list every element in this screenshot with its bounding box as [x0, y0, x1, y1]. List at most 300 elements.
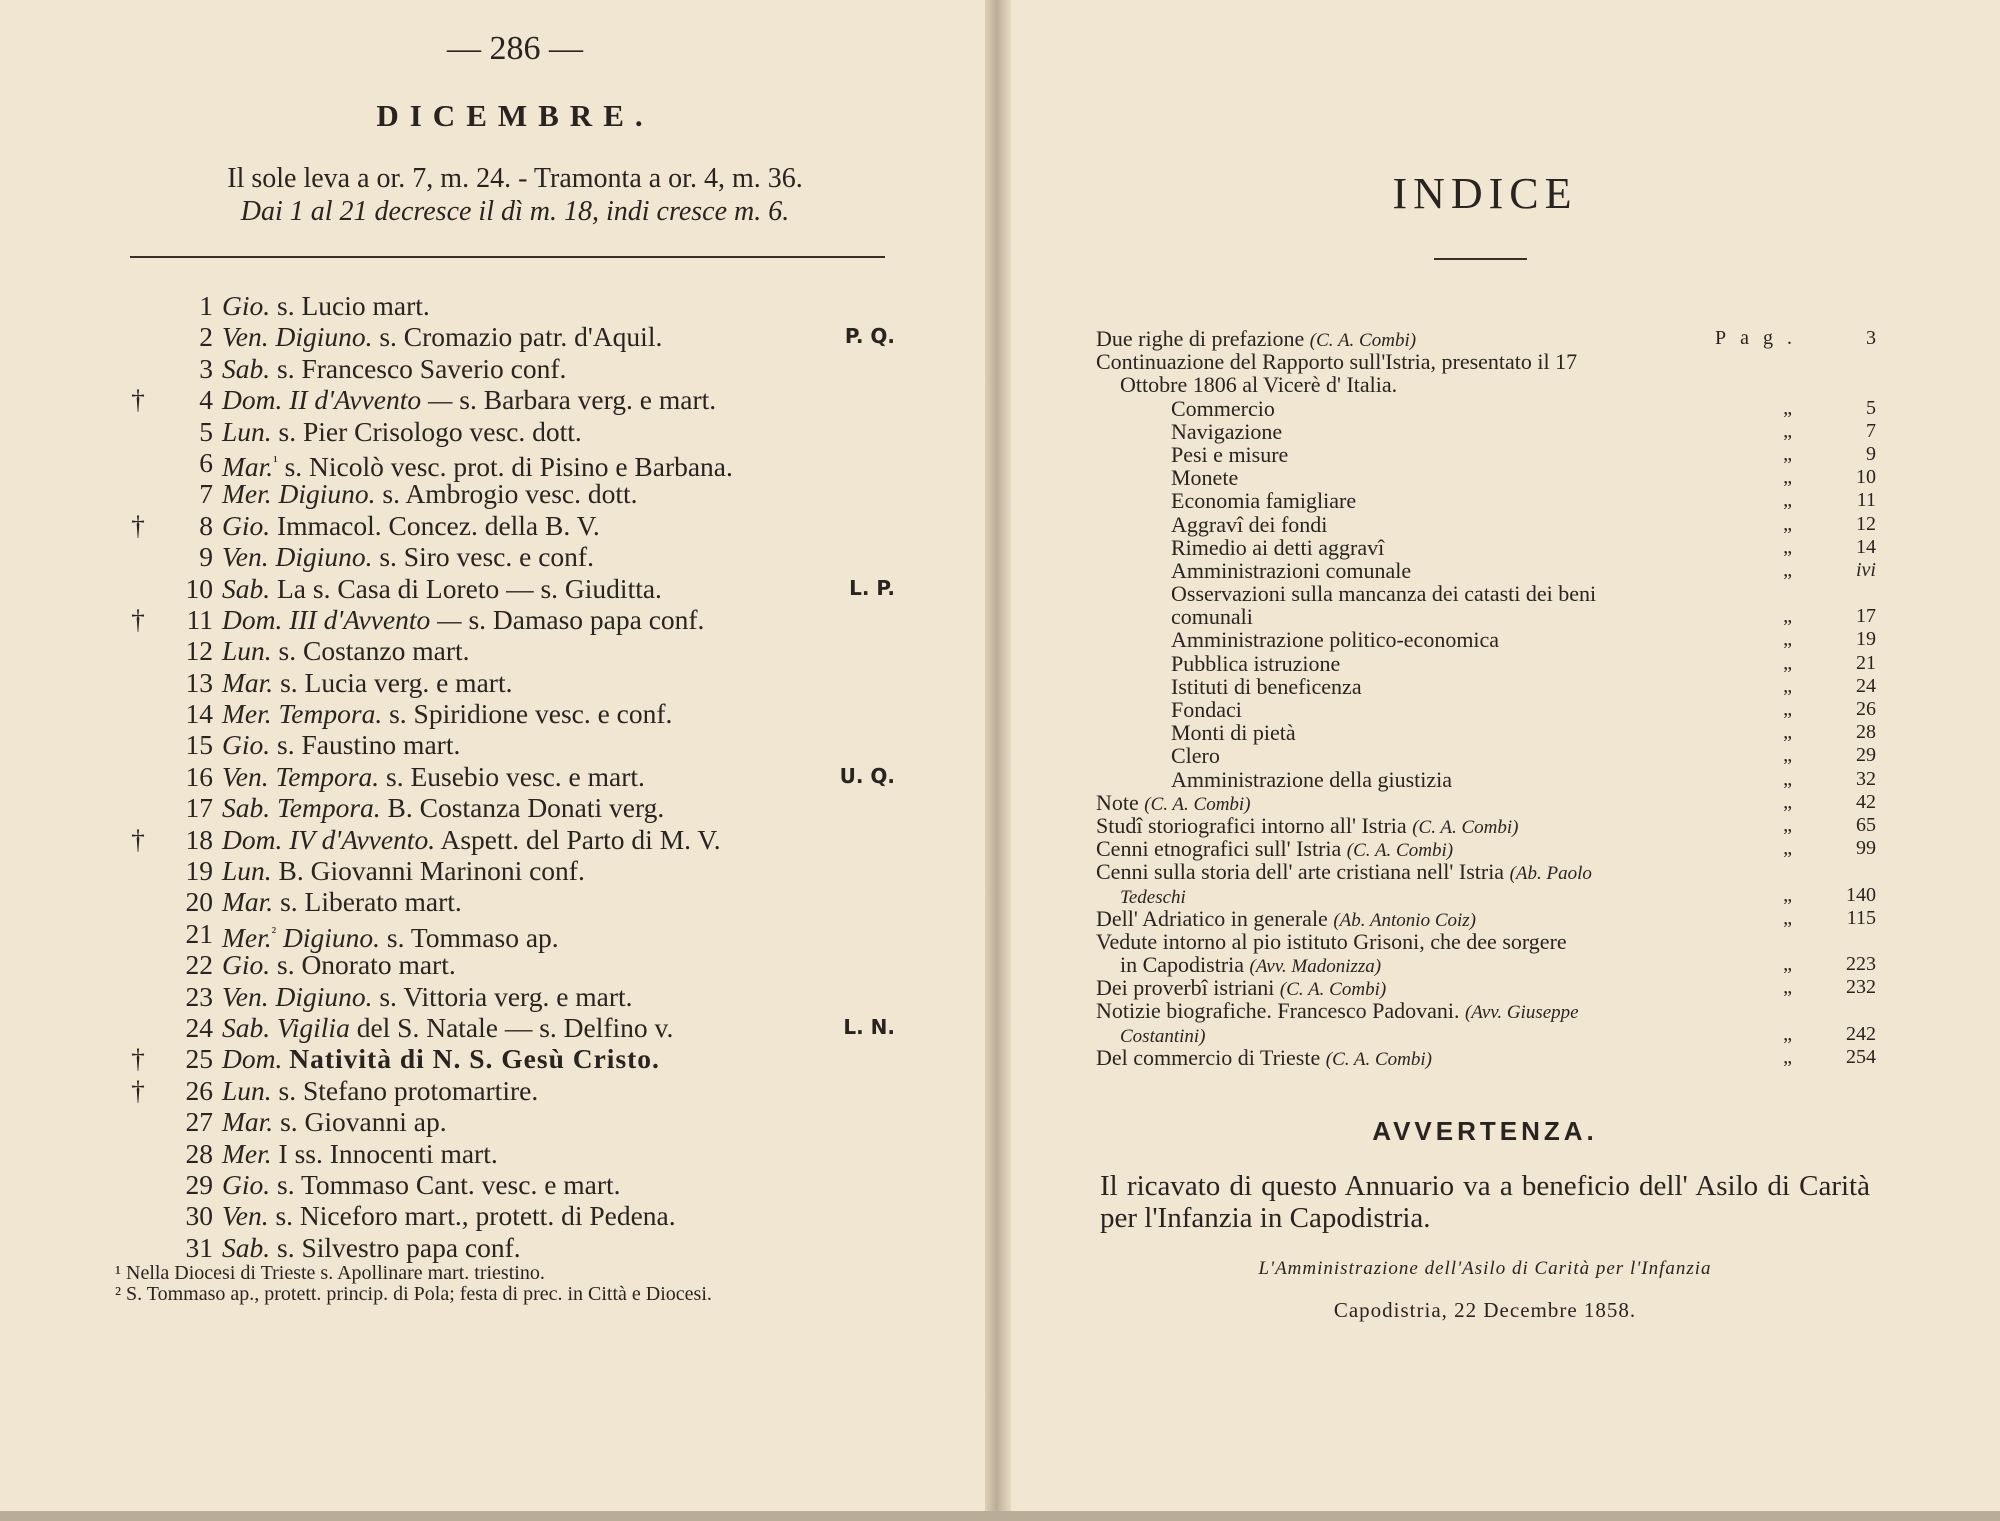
toc-title	[1120, 373, 1397, 396]
calendar-row	[120, 1169, 895, 1200]
liturgical-mark: Tempora.	[275, 760, 380, 792]
toc-entry	[1096, 513, 1876, 536]
avvertenza-text	[1100, 1170, 1870, 1234]
day-number: 16	[185, 760, 213, 792]
weekday-abbr: Gio.	[222, 729, 271, 761]
saint-text: La s. Casa di Loreto — s. Giuditta.	[277, 572, 662, 604]
moon-phase: L. P.	[849, 575, 895, 600]
day-entry	[222, 667, 512, 698]
saint-text: s. Niceforo mart., protett. di Pedena.	[275, 1200, 676, 1232]
toc-leader	[1783, 420, 1806, 443]
toc-title	[1171, 605, 1253, 628]
day-entry	[222, 510, 600, 541]
weekday-abbr: Gio.	[222, 509, 271, 541]
daylength-line: Dai 1 al 21 decresce il dì m. 18, indi cresce m. 6.	[240, 196, 790, 227]
toc-page-label: „	[1783, 512, 1806, 535]
day-entry	[222, 1012, 673, 1043]
toc-page-number: 17	[1856, 605, 1876, 628]
saint-text: s. Vittoria verg. e mart.	[379, 980, 633, 1012]
day-number: 10	[185, 572, 213, 604]
saint-text: s. Lucio mart.	[277, 290, 430, 321]
toc-entry	[1096, 884, 1876, 907]
day-entry	[222, 729, 460, 760]
toc-page-number: 3	[1866, 327, 1876, 349]
toc-author: (C. A. Combi)	[1144, 793, 1251, 815]
dateline: Capodistria, 22 Decembre 1858.	[1333, 1298, 1637, 1322]
toc-page-number: 115	[1846, 906, 1876, 929]
toc-entry	[1096, 907, 1876, 930]
saint-text: s. Damaso papa conf.	[468, 603, 705, 635]
toc-page-number: 14	[1856, 535, 1876, 558]
toc-page-label: „	[1783, 651, 1806, 674]
toc-page-label: „	[1783, 837, 1806, 860]
toc-title-text: Pesi e misure	[1171, 441, 1289, 467]
calendar-row	[120, 1106, 895, 1137]
toc-page-label: „	[1783, 767, 1806, 790]
toc-entry	[1096, 791, 1876, 814]
toc-entry	[1096, 675, 1876, 698]
day-entry	[222, 573, 662, 604]
toc-leader	[1783, 814, 1806, 837]
weekday-abbr: Mar.	[222, 666, 274, 698]
footnote-2: ² S. Tommaso ap., protett. princip. di Pola; festa di prec. in Città e Diocesi.	[115, 1283, 712, 1305]
toc-page-number: 99	[1856, 837, 1876, 860]
toc-title-text: in Capodistria	[1120, 952, 1245, 978]
toc-entry	[1096, 744, 1876, 767]
day-entry	[222, 981, 633, 1012]
toc-author: Costantini)	[1120, 1025, 1206, 1047]
weekday-abbr: Sab.	[222, 1011, 271, 1043]
saint-text: s. Spiridione vesc. e conf.	[389, 698, 673, 730]
table-of-contents	[1096, 327, 1876, 1069]
saint-text: s. Ambrogio vesc. dott.	[382, 478, 638, 510]
saint-text: s. Silvestro papa conf.	[277, 1231, 521, 1263]
toc-entry	[1096, 628, 1876, 651]
title-rule	[1434, 258, 1527, 260]
toc-title	[1171, 768, 1452, 791]
toc-leader	[1783, 559, 1806, 582]
toc-page-number: 254	[1846, 1045, 1876, 1068]
weekday-abbr: Mar.	[222, 1106, 274, 1138]
toc-title	[1171, 466, 1238, 489]
weekday-abbr: Sab.	[222, 1231, 271, 1263]
feast-cross-mark: †	[131, 1043, 145, 1075]
toc-author: Tedeschi	[1120, 886, 1186, 908]
calendar-row	[120, 981, 895, 1012]
toc-page-number: 26	[1856, 698, 1876, 720]
weekday-abbr: Sab.	[222, 572, 271, 604]
toc-title-text: Navigazione	[1171, 418, 1283, 444]
toc-author: (C. A. Combi)	[1279, 979, 1387, 1001]
toc-entry	[1096, 373, 1876, 396]
calendar-row	[120, 604, 895, 635]
liturgical-mark: II d'Avvento —	[289, 384, 453, 416]
calendar-row	[120, 792, 895, 823]
day-number: 1	[199, 290, 213, 321]
toc-entry	[1096, 698, 1876, 721]
calendar-row	[120, 573, 895, 604]
saint-text: s. Francesco Saverio conf.	[277, 352, 567, 384]
toc-title-text: Commercio	[1171, 395, 1275, 421]
toc-page-label: „	[1783, 628, 1806, 651]
saint-text: s. Siro vesc. e conf.	[379, 541, 594, 573]
toc-entry	[1096, 930, 1876, 953]
weekday-abbr: Dom.	[222, 384, 283, 416]
toc-page-number: 24	[1856, 674, 1876, 697]
toc-entry	[1096, 397, 1876, 420]
calendar-row	[120, 635, 895, 666]
weekday-abbr: Sab.	[222, 792, 271, 824]
liturgical-mark: Digiuno.	[278, 478, 376, 510]
calendar-row	[120, 1012, 895, 1043]
toc-title-text: Dei proverbî istriani	[1096, 975, 1275, 1001]
day-entry	[222, 447, 733, 483]
toc-page-label: „	[1783, 396, 1806, 419]
toc-title-text: Studî storiografici intorno all' Istria	[1096, 812, 1407, 838]
weekday-abbr: Dom.	[222, 1043, 283, 1075]
liturgical-mark: Tempora.	[278, 698, 383, 730]
toc-entry	[1096, 443, 1876, 466]
toc-page-label: „	[1783, 953, 1806, 976]
toc-page-label: „	[1783, 489, 1806, 512]
day-entry	[222, 416, 582, 447]
calendar-row	[120, 290, 895, 321]
day-number: 30	[185, 1200, 213, 1232]
saint-text: B. Costanza Donati verg.	[387, 792, 665, 824]
weekday-abbr: Gio.	[222, 1168, 271, 1200]
toc-title-text: Del commercio di Trieste	[1096, 1044, 1321, 1070]
toc-author: (C. A. Combi)	[1309, 330, 1417, 351]
saint-text: Immacol. Concez. della B. V.	[277, 509, 600, 541]
calendar-row	[120, 541, 895, 572]
toc-leader	[1783, 768, 1806, 791]
day-entry	[222, 1200, 676, 1231]
day-entry	[222, 824, 721, 855]
saint-text: s. Barbara verg. e mart.	[459, 384, 717, 416]
calendar-row	[120, 698, 895, 729]
toc-entry	[1096, 466, 1876, 489]
day-entry	[222, 1075, 538, 1106]
feast-cross-mark: †	[131, 823, 145, 855]
toc-page-label: „	[1783, 674, 1806, 697]
day-entry	[222, 635, 470, 666]
weekday-abbr: Mer.	[222, 921, 272, 953]
toc-author: (C. A. Combi)	[1412, 816, 1519, 838]
toc-page-number: 19	[1856, 628, 1876, 651]
calendar-row	[120, 1043, 895, 1074]
toc-leader	[1783, 744, 1806, 767]
day-entry	[222, 290, 430, 321]
footnote-ref: ²	[271, 924, 277, 941]
day-number: 14	[185, 698, 213, 730]
liturgical-mark: Vigilia	[277, 1011, 350, 1043]
toc-leader	[1783, 907, 1806, 930]
moon-phase: P. Q.	[844, 324, 895, 349]
day-number: 17	[185, 792, 213, 824]
toc-page-label: „	[1783, 790, 1806, 813]
toc-title	[1171, 420, 1282, 443]
calendar-row	[120, 855, 895, 886]
toc-title-text: Cenni etnografici sull' Istria	[1096, 836, 1342, 862]
day-number: 11	[186, 603, 213, 635]
day-number: 5	[199, 415, 213, 447]
toc-title	[1096, 999, 1579, 1024]
saint-text: s. Faustino mart.	[277, 729, 461, 761]
toc-entry	[1096, 605, 1876, 628]
toc-page-number: 10	[1856, 466, 1876, 489]
liturgical-mark: IV d'Avvento.	[289, 823, 436, 855]
toc-title-text: Osservazioni sulla mancanza dei catasti dei beni	[1171, 581, 1597, 607]
weekday-abbr: Mar.	[222, 451, 274, 483]
day-number: 24	[185, 1011, 213, 1043]
day-number: 4	[199, 384, 213, 416]
toc-leader	[1783, 953, 1806, 976]
toc-title-text: Dell' Adriatico in generale	[1096, 905, 1328, 931]
toc-title-text: Pubblica istruzione	[1171, 650, 1341, 676]
toc-title	[1171, 628, 1499, 651]
day-entry	[222, 1043, 660, 1074]
toc-page-number: 11	[1856, 489, 1876, 512]
toc-title-text: comunali	[1171, 604, 1253, 630]
saint-text: s. Lucia verg. e mart.	[280, 666, 513, 698]
toc-page-label: „	[1783, 744, 1806, 767]
weekday-abbr: Ven.	[222, 760, 269, 792]
footnote-ref: ¹	[273, 453, 278, 470]
calendar-row	[120, 667, 895, 698]
toc-title-text: Fondaci	[1171, 697, 1242, 722]
toc-page-label: „	[1783, 883, 1806, 906]
weekday-abbr: Mer.	[222, 1137, 272, 1169]
weekday-abbr: Sab.	[222, 352, 271, 384]
day-number: 2	[199, 321, 213, 353]
weekday-abbr: Dom.	[222, 823, 283, 855]
calendar-row	[120, 761, 895, 792]
toc-page-label: „	[1783, 1022, 1806, 1045]
toc-title	[1171, 536, 1384, 559]
toc-page-label: „	[1783, 1045, 1806, 1068]
day-number: 22	[185, 949, 213, 981]
toc-author: (C. A. Combi)	[1325, 1048, 1433, 1070]
toc-leader	[1783, 791, 1806, 814]
toc-page-number: 42	[1856, 790, 1876, 813]
toc-author: (Avv. Madonizza)	[1249, 956, 1382, 978]
day-number: 6	[199, 446, 213, 478]
toc-leader	[1783, 1023, 1806, 1046]
toc-page-number: 12	[1856, 512, 1876, 535]
toc-page-label: „	[1783, 466, 1806, 489]
toc-title-text: Aggravî dei fondi	[1171, 511, 1328, 537]
saint-text: Aspett. del Parto di M. V.	[440, 823, 721, 855]
saint-text: s. Onorato mart.	[277, 949, 456, 981]
toc-page-label: Pag.	[1715, 327, 1806, 349]
avvertenza-heading: AVVERTENZA.	[1372, 1116, 1598, 1146]
toc-author: (C. A. Combi)	[1346, 840, 1454, 862]
toc-entry	[1096, 559, 1876, 582]
weekday-abbr: Ven.	[222, 321, 269, 353]
toc-title	[1171, 489, 1356, 512]
day-entry	[222, 1169, 621, 1200]
toc-page-number: 29	[1856, 744, 1876, 767]
day-number: 9	[199, 541, 213, 573]
feast-cross-mark: †	[131, 509, 145, 541]
toc-entry	[1096, 999, 1876, 1022]
sunrise-sunset-line: Il sole leva a or. 7, m. 24. - Tramonta a or. 4, m. 36.	[227, 163, 803, 194]
moon-phase: U. Q.	[839, 763, 895, 788]
day-number: 29	[185, 1168, 213, 1200]
toc-leader	[1783, 489, 1806, 512]
liturgical-mark: Digiuno.	[275, 541, 373, 573]
toc-page-number: 28	[1856, 721, 1876, 744]
toc-page-number: ivi	[1856, 558, 1876, 581]
toc-entry	[1096, 837, 1876, 860]
toc-entry	[1096, 860, 1876, 883]
weekday-abbr: Ven.	[222, 1200, 269, 1232]
toc-entry	[1096, 652, 1876, 675]
toc-entry	[1096, 536, 1876, 559]
calendar-row	[120, 478, 895, 509]
calendar-row	[120, 949, 895, 980]
saint-text: s. Cromazio patr. d'Aquil.	[379, 321, 663, 353]
toc-page-number: 32	[1856, 767, 1876, 790]
toc-page-number: 21	[1856, 651, 1876, 674]
toc-title	[1096, 860, 1592, 885]
toc-leader	[1783, 466, 1806, 489]
liturgical-mark: Digiuno.	[283, 921, 381, 953]
month-heading: DICEMBRE.	[376, 98, 654, 133]
day-number: 20	[185, 886, 213, 918]
toc-page-number: 5	[1866, 396, 1876, 419]
toc-page-number: 65	[1856, 813, 1876, 836]
toc-title	[1171, 559, 1411, 582]
day-number: 25	[185, 1043, 213, 1075]
day-entry	[222, 698, 672, 729]
calendar-row	[120, 384, 895, 415]
day-number: 26	[185, 1074, 213, 1106]
weekday-abbr: Gio.	[222, 290, 271, 321]
day-number: 8	[199, 509, 213, 541]
toc-title	[1096, 1046, 1432, 1071]
weekday-abbr: Ven.	[222, 980, 269, 1012]
page-number: — 286 —	[447, 30, 583, 67]
toc-entry	[1096, 814, 1876, 837]
toc-author: (Ab. Paolo	[1509, 863, 1592, 885]
calendar-row	[120, 1075, 895, 1106]
toc-leader	[1783, 1046, 1806, 1069]
toc-title-text: Economia famigliare	[1171, 488, 1357, 514]
day-number: 15	[185, 729, 213, 761]
toc-leader	[1783, 628, 1806, 651]
toc-leader	[1783, 675, 1806, 698]
calendar-row	[120, 729, 895, 760]
book-gutter	[985, 0, 1011, 1521]
saint-text: s. Costanzo mart.	[278, 635, 470, 667]
saint-text: s. Nicolò vesc. prot. di Pisino e Barbana.	[284, 451, 733, 483]
day-number: 31	[185, 1231, 213, 1263]
day-entry	[222, 353, 566, 384]
calendar-row	[120, 1232, 895, 1263]
toc-title-text: Amministrazione della giustizia	[1171, 766, 1453, 792]
toc-title-text: Due righe di prefazione	[1096, 326, 1305, 351]
weekday-abbr: Ven.	[222, 541, 269, 573]
weekday-abbr: Mar.	[222, 886, 274, 918]
day-number: 23	[185, 980, 213, 1012]
day-entry	[222, 918, 559, 954]
toc-page-number: 223	[1846, 953, 1876, 976]
day-number: 13	[185, 666, 213, 698]
toc-title-text: Istituti di beneficenza	[1171, 673, 1362, 699]
day-number: 18	[185, 823, 213, 855]
toc-title	[1171, 397, 1275, 420]
toc-entry	[1096, 1023, 1876, 1046]
calendar-row	[120, 917, 895, 953]
day-entry	[222, 792, 664, 823]
toc-title-text: Amministrazione politico-economica	[1171, 627, 1500, 653]
toc-entry	[1096, 327, 1876, 350]
toc-entry	[1096, 350, 1876, 373]
feast-cross-mark: †	[131, 603, 145, 635]
day-entry	[222, 1106, 447, 1137]
toc-leader	[1783, 536, 1806, 559]
day-entry	[222, 478, 638, 509]
toc-title	[1171, 675, 1362, 698]
page-bottom-edge	[0, 1511, 2000, 1521]
saint-text: s. Pier Crisologo vesc. dott.	[278, 415, 582, 447]
day-entry	[222, 886, 462, 917]
toc-leader	[1783, 605, 1806, 628]
toc-entry	[1096, 489, 1876, 512]
toc-title	[1171, 652, 1340, 675]
signature: L'Amministrazione dell'Asilo di Carità per l'Infanzia	[1258, 1258, 1712, 1279]
weekday-abbr: Lun.	[222, 635, 272, 667]
toc-entry	[1096, 582, 1876, 605]
calendar-row	[120, 1138, 895, 1169]
toc-page-number: 242	[1846, 1022, 1876, 1045]
liturgical-mark: III d'Avvento —	[289, 603, 462, 635]
header-rule	[130, 256, 885, 258]
saint-text: del S. Natale — s. Delfino v.	[356, 1011, 674, 1043]
calendar-row	[120, 1200, 895, 1231]
saint-text: s. Stefano protomartire.	[278, 1074, 539, 1106]
day-number: 19	[185, 855, 213, 887]
toc-page-label: „	[1783, 698, 1806, 720]
day-entry	[222, 1232, 521, 1263]
footnote-1: ¹ Nella Diocesi di Trieste s. Apollinare mart. triestino.	[115, 1262, 545, 1284]
toc-entry	[1096, 1046, 1876, 1069]
footnotes	[115, 1263, 885, 1305]
day-number: 12	[185, 635, 213, 667]
weekday-abbr: Lun.	[222, 855, 272, 887]
toc-author: (Ab. Antonio Coiz)	[1333, 909, 1477, 931]
saint-text: s. Liberato mart.	[280, 886, 462, 918]
toc-entry	[1096, 976, 1876, 999]
liturgical-mark: Tempora.	[277, 792, 381, 824]
liturgical-mark: Digiuno.	[275, 321, 373, 353]
toc-entry	[1096, 953, 1876, 976]
toc-page-label: „	[1783, 976, 1806, 999]
saint-text: s. Giovanni ap.	[280, 1106, 447, 1138]
toc-page-label: „	[1783, 721, 1806, 744]
toc-leader	[1783, 884, 1806, 907]
toc-page-label: „	[1783, 558, 1806, 581]
calendar-row	[120, 353, 895, 384]
saint-text: B. Giovanni Marinoni conf.	[278, 855, 585, 887]
day-number: 3	[199, 352, 213, 384]
toc-leader	[1783, 837, 1806, 860]
calendar-row	[120, 446, 895, 483]
toc-title-text: Cenni sulla storia dell' arte cristiana nell' Istria	[1096, 859, 1505, 885]
day-entry	[222, 384, 716, 415]
calendar-row	[120, 416, 895, 447]
